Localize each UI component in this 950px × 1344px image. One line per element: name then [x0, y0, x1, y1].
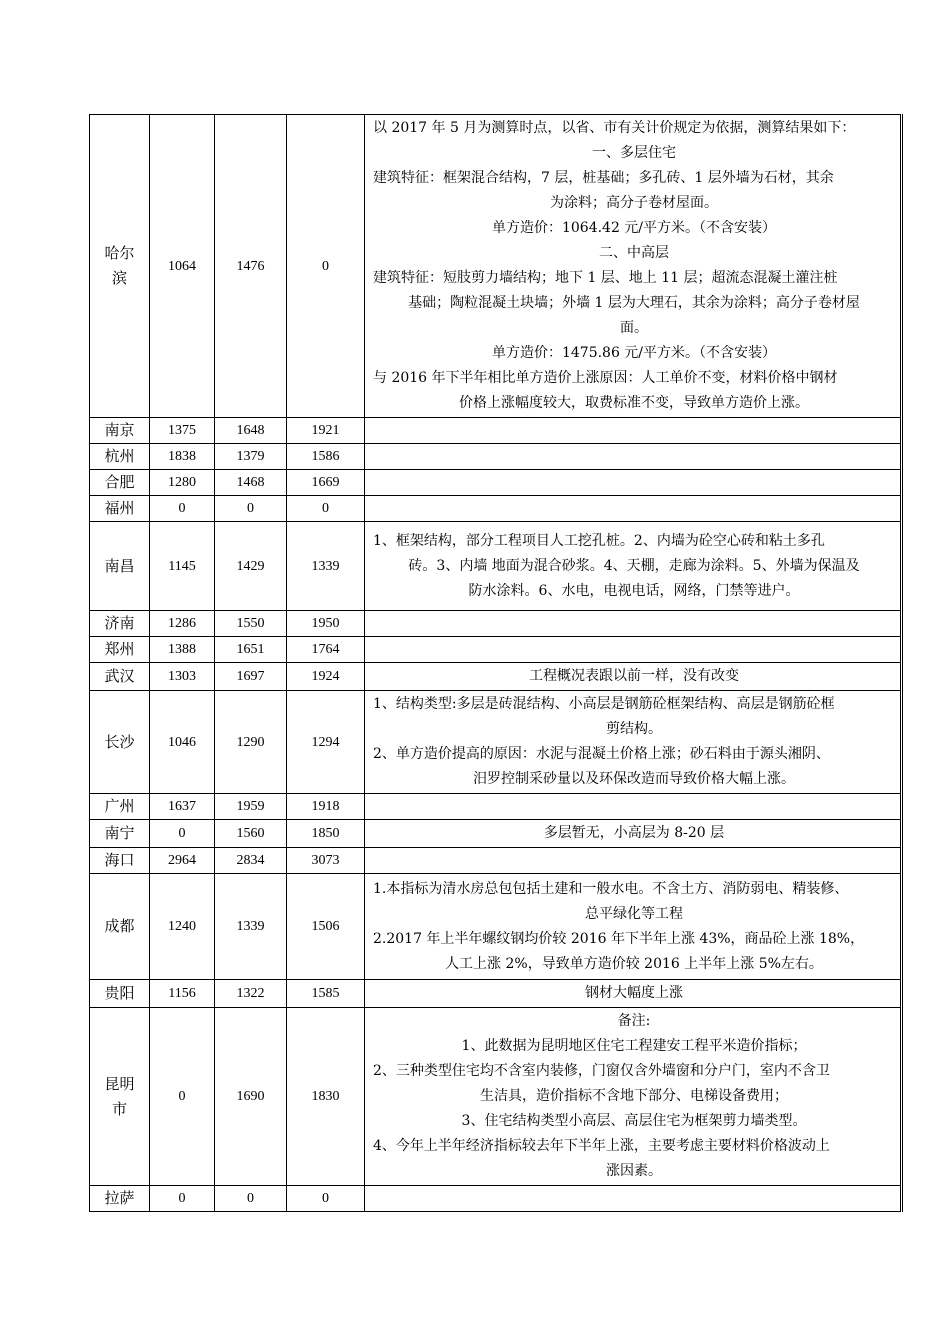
table-row: [90, 1008, 902, 1186]
note-cell: [365, 418, 902, 444]
note-cell: [365, 848, 902, 874]
city-name: 福州: [104, 499, 135, 517]
table-row: [90, 522, 902, 611]
city-cell: [90, 691, 150, 794]
city-name: 南宁: [104, 824, 135, 842]
table-row: [90, 980, 902, 1008]
city-name: 贵阳: [104, 984, 135, 1002]
table-row: [90, 1186, 902, 1212]
city-cell: [90, 115, 150, 418]
mid-high-rise-cost: 1290: [215, 691, 287, 794]
high-rise-cost: 0: [287, 115, 365, 418]
table-row: [90, 444, 902, 470]
note-line: 4、今年上半年经济指标较去年下半年上涨，主要考虑主要材料价格波动上: [373, 1138, 830, 1154]
city-name: 昆明市: [104, 1074, 135, 1118]
table-row: [90, 691, 902, 794]
note-line: 单方造价：1475.86 元/平方米。（不含安装）: [491, 345, 777, 361]
city-name: 海口: [104, 851, 135, 869]
city-cell: [90, 820, 150, 848]
note-line: 人工上涨 2%，导致单方造价较 2016 上半年上涨 5%左右。: [445, 955, 823, 972]
note-line: 生洁具，造价指标不含地下部分、电梯设备费用；: [480, 1088, 788, 1104]
note-line: 2.2017 年上半年螺纹钢均价较 2016 年下半年上涨 43%，商品砼上涨 18%，: [373, 930, 865, 947]
mid-high-rise-cost: 1959: [215, 794, 287, 820]
table-row: [90, 496, 902, 522]
note-line: 单方造价：1064.42 元/平方米。（不含安装）: [491, 220, 777, 236]
high-rise-cost: 1924: [287, 663, 365, 691]
mid-high-rise-cost: 1560: [215, 820, 287, 848]
note-line: 总平绿化等工程: [585, 905, 683, 922]
multi-storey-cost: 0: [150, 1008, 215, 1186]
note-line: 多层暂无，小高层为 8-20 层: [543, 825, 725, 841]
city-cell: [90, 848, 150, 874]
high-rise-cost: 1669: [287, 470, 365, 496]
table-row: [90, 115, 902, 418]
city-name: 南昌: [104, 556, 135, 575]
mid-high-rise-cost: 1697: [215, 663, 287, 691]
city-cell: [90, 637, 150, 663]
note-cell: [365, 1186, 902, 1212]
city-cell: [90, 418, 150, 444]
city-name: 郑州: [104, 640, 135, 658]
multi-storey-cost: 1286: [150, 611, 215, 637]
note-line: 涨因素。: [606, 1163, 662, 1179]
note-line: 与 2016 年下半年相比单方造价上涨原因：人工单价不变，材料价格中钢材: [373, 370, 838, 386]
city-cell: [90, 1008, 150, 1186]
table-row: [90, 470, 902, 496]
note-line: 汨罗控制采砂量以及环保改造而导致价格大幅上涨。: [473, 771, 795, 787]
city-name: 成都: [104, 917, 135, 935]
note-cell: [365, 444, 902, 470]
note-line: 防水涂料。6、水电，电视电话，网络，门禁等进户。: [468, 582, 800, 599]
city-name: 南京: [104, 421, 135, 439]
high-rise-cost: 1294: [287, 691, 365, 794]
city-name: 杭州: [104, 447, 135, 465]
note-line: 2、三种类型住宅均不含室内装修，门窗仅含外墙窗和分户门，室内不含卫: [373, 1063, 830, 1079]
multi-storey-cost: 1145: [150, 522, 215, 611]
city-cell: [90, 444, 150, 470]
note-cell: [365, 496, 902, 522]
city-cell: [90, 522, 150, 611]
note-cell: [365, 115, 902, 418]
multi-storey-cost: 0: [150, 496, 215, 522]
mid-high-rise-cost: 1550: [215, 611, 287, 637]
note-cell: [365, 637, 902, 663]
multi-storey-cost: 1280: [150, 470, 215, 496]
note-line: 二、中高层: [599, 245, 669, 261]
note-line: 价格上涨幅度较大，取费标准不变，导致单方造价上涨。: [459, 395, 809, 411]
note-line: 2、单方造价提高的原因：水泥与混凝土价格上涨；砂石料由于源头湘阴、: [373, 746, 830, 762]
mid-high-rise-cost: 1468: [215, 470, 287, 496]
table-row: [90, 794, 902, 820]
high-rise-cost: 1764: [287, 637, 365, 663]
table-body: [90, 115, 902, 1212]
note-line: 1、结构类型:多层是砖混结构、小高层是钢筋砼框架结构、高层是钢筋砼框: [373, 696, 835, 712]
multi-storey-cost: 1046: [150, 691, 215, 794]
multi-storey-cost: 1375: [150, 418, 215, 444]
high-rise-cost: 1921: [287, 418, 365, 444]
high-rise-cost: 1585: [287, 980, 365, 1008]
high-rise-cost: 1950: [287, 611, 365, 637]
note-line: 1、此数据为昆明地区住宅工程建安工程平米造价指标；: [461, 1038, 807, 1054]
city-name: 拉萨: [104, 1189, 135, 1207]
multi-storey-cost: 1156: [150, 980, 215, 1008]
high-rise-cost: 1506: [287, 874, 365, 980]
note-cell: [365, 522, 902, 611]
note-line: 为涂料；高分子卷材屋面。: [550, 195, 718, 211]
city-name: 济南: [104, 614, 135, 632]
note-line: 备注:: [617, 1013, 651, 1029]
note-line: 钢材大幅度上涨: [585, 985, 683, 1001]
table-row: [90, 611, 902, 637]
note-cell: [365, 794, 902, 820]
city-name: 武汉: [104, 667, 135, 685]
mid-high-rise-cost: 1651: [215, 637, 287, 663]
note-cell: [365, 874, 902, 980]
multi-storey-cost: 1388: [150, 637, 215, 663]
high-rise-cost: 1830: [287, 1008, 365, 1186]
note-cell: [365, 663, 902, 691]
city-name: 哈尔滨: [104, 244, 135, 287]
note-cell: [365, 1008, 902, 1186]
table-row: [90, 848, 902, 874]
mid-high-rise-cost: 2834: [215, 848, 287, 874]
note-cell: [365, 611, 902, 637]
multi-storey-cost: 1303: [150, 663, 215, 691]
note-cell: [365, 691, 902, 794]
table-row: [90, 418, 902, 444]
city-cell: [90, 470, 150, 496]
multi-storey-cost: 1064: [150, 115, 215, 418]
note-cell: [365, 470, 902, 496]
high-rise-cost: 1586: [287, 444, 365, 470]
city-name: 长沙: [104, 732, 135, 751]
city-cell: [90, 663, 150, 691]
note-line: 基础；陶粒混凝土块墙；外墙 1 层为大理石，其余为涂料；高分子卷材屋: [408, 295, 860, 311]
note-line: 1、框架结构，部分工程项目人工挖孔桩。2、内墙为砼空心砖和粘土多孔: [373, 532, 825, 549]
note-line: 3、住宅结构类型小高层、高层住宅为框架剪力墙类型。: [461, 1113, 807, 1129]
high-rise-cost: 0: [287, 496, 365, 522]
table-row: [90, 874, 902, 980]
city-cell: [90, 874, 150, 980]
multi-storey-cost: 2964: [150, 848, 215, 874]
mid-high-rise-cost: 0: [215, 496, 287, 522]
table-row: [90, 663, 902, 691]
table-row: [90, 637, 902, 663]
multi-storey-cost: 1240: [150, 874, 215, 980]
note-cell: [365, 980, 902, 1008]
multi-storey-cost: 1838: [150, 444, 215, 470]
city-cell: [90, 496, 150, 522]
mid-high-rise-cost: 0: [215, 1186, 287, 1212]
note-line: 工程概况表跟以前一样，没有改变: [529, 668, 739, 684]
note-line: 剪结构。: [606, 721, 662, 737]
city-name: 合肥: [104, 473, 135, 491]
city-cell: [90, 1186, 150, 1212]
multi-storey-cost: 1637: [150, 794, 215, 820]
mid-high-rise-cost: 1476: [215, 115, 287, 418]
table-row: [90, 820, 902, 848]
city-cell: [90, 980, 150, 1008]
mid-high-rise-cost: 1429: [215, 522, 287, 611]
multi-storey-cost: 0: [150, 820, 215, 848]
city-cell: [90, 611, 150, 637]
note-line: 建筑特征：短肢剪力墙结构；地下 1 层、地上 11 层；超流态混凝土灌注桩: [373, 270, 838, 286]
note-line: 砖。3、内墙 地面为混合砂浆。4、天棚，走廊为涂料。5、外墙为保温及: [408, 557, 860, 574]
note-line: 以 2017 年 5 月为测算时点，以省、市有关计价规定为依据，测算结果如下：: [373, 120, 856, 136]
mid-high-rise-cost: 1339: [215, 874, 287, 980]
high-rise-cost: 0: [287, 1186, 365, 1212]
note-line: 1.本指标为清水房总包包括土建和一般水电。不含土方、消防弱电、精装修、: [373, 880, 849, 897]
city-cell: [90, 794, 150, 820]
cost-index-table: [89, 114, 903, 1212]
note-line: 一、多层住宅: [592, 145, 676, 161]
note-cell: [365, 820, 902, 848]
mid-high-rise-cost: 1690: [215, 1008, 287, 1186]
high-rise-cost: 1339: [287, 522, 365, 611]
mid-high-rise-cost: 1379: [215, 444, 287, 470]
high-rise-cost: 1850: [287, 820, 365, 848]
mid-high-rise-cost: 1322: [215, 980, 287, 1008]
city-name: 广州: [104, 797, 135, 815]
high-rise-cost: 3073: [287, 848, 365, 874]
note-line: 建筑特征：框架混合结构，7 层，桩基础；多孔砖、1 层外墙为石材，其余: [373, 170, 834, 186]
note-line: 面。: [620, 320, 648, 336]
mid-high-rise-cost: 1648: [215, 418, 287, 444]
multi-storey-cost: 0: [150, 1186, 215, 1212]
high-rise-cost: 1918: [287, 794, 365, 820]
